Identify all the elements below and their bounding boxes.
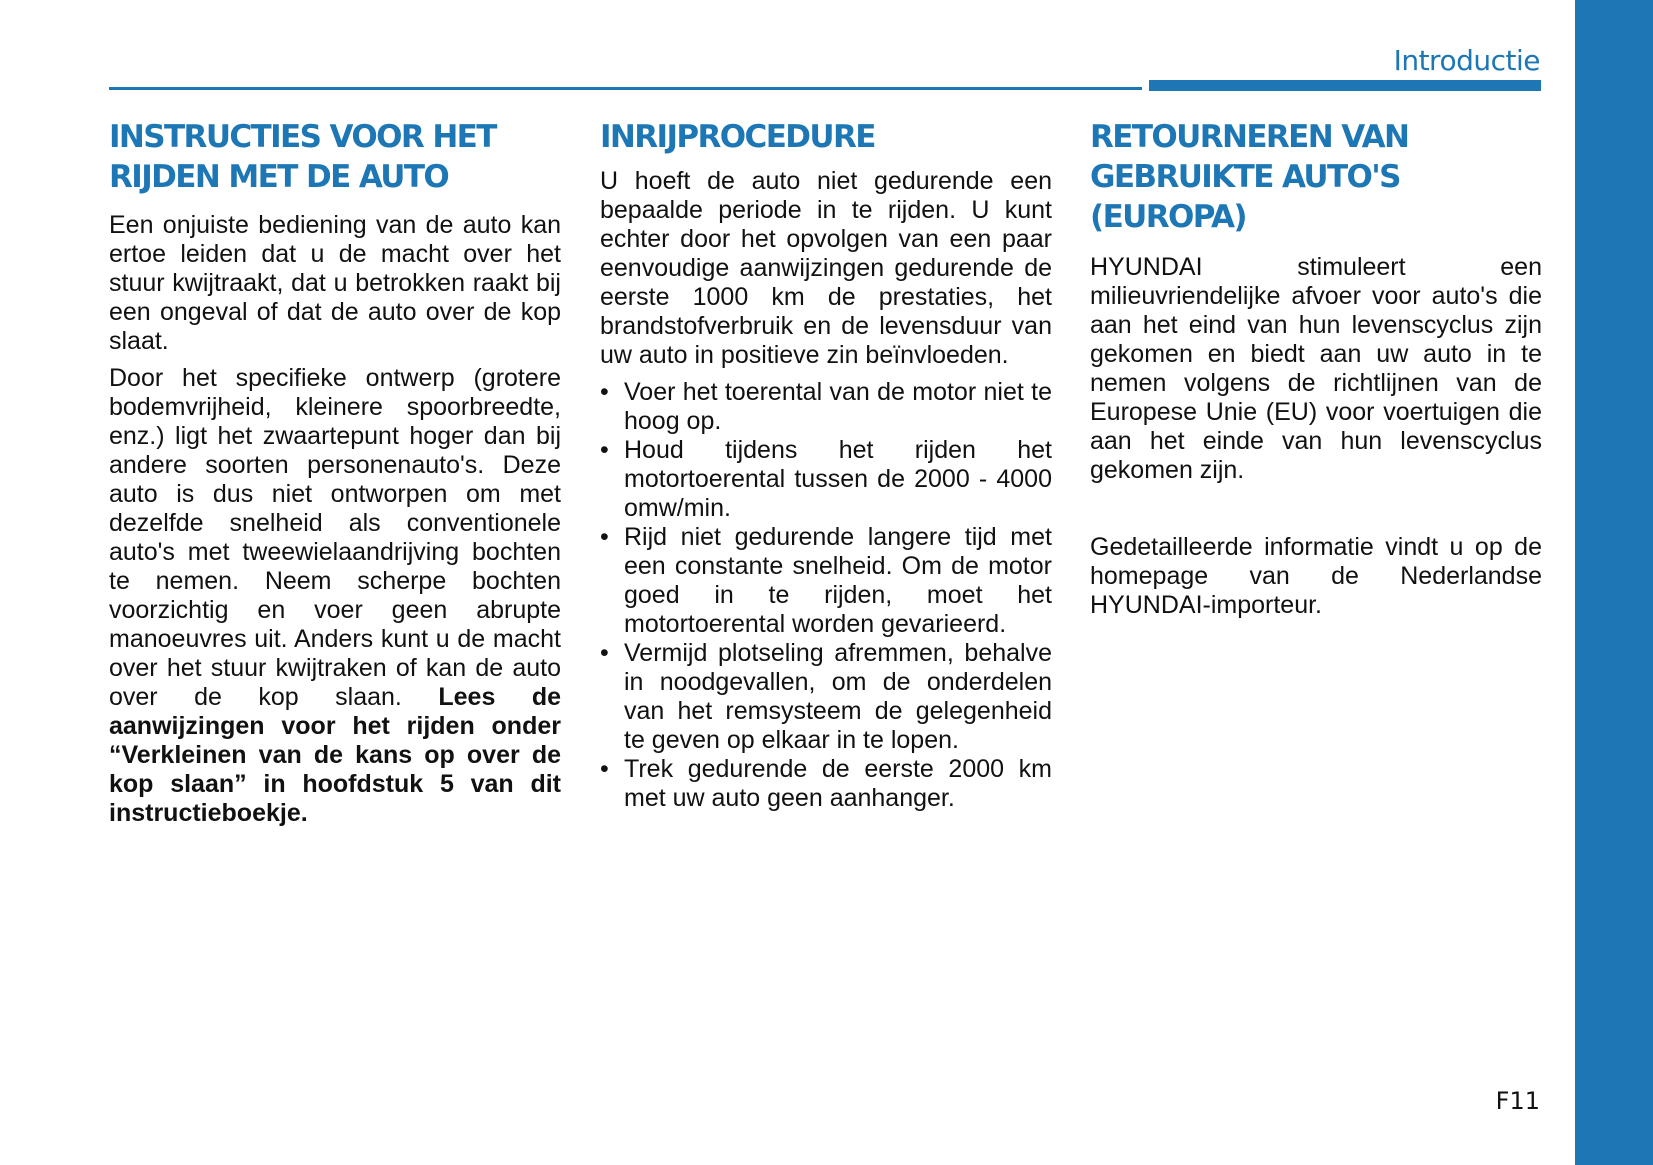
column-vehicle-return — [1090, 117, 1542, 628]
heading-line: INSTRUCTIES VOOR HET — [109, 119, 496, 155]
bullet-icon: • — [600, 755, 609, 783]
paragraph: Een onjuiste bediening van de auto kan ertoe leiden dat u de macht over het stuur kwijtraakt, dat u betrokken raakt bij een ongeval of dat de auto over de kop slaat. — [109, 211, 561, 355]
heading-vehicle-return — [1090, 117, 1542, 237]
heading-line: RETOURNEREN VAN — [1090, 119, 1409, 155]
paragraph — [109, 364, 561, 828]
bullet-list — [600, 378, 1052, 813]
list-item — [600, 639, 1052, 755]
list-item — [600, 378, 1052, 436]
column-break-in-procedure — [600, 117, 1052, 813]
paragraph-bold-note: Lees de aanwijzingen voor het rijden onder “Verkleinen van de kans op over de kop slaan” in hoofdstuk 5 van dit instructieboekje. — [109, 683, 562, 827]
bullet-icon: • — [600, 378, 609, 406]
list-item — [600, 436, 1052, 523]
heading-line: RIJDEN MET DE AUTO — [109, 159, 449, 195]
list-item-text: Houd tijdens het rijden het motortoerental tussen de 2000 - 4000 omw/min. — [624, 436, 1052, 522]
bullet-icon: • — [600, 639, 609, 667]
header-rule — [109, 87, 1142, 90]
list-item-text: Vermijd plotseling afremmen, behalve in noodgevallen, om de onderdelen van het remsysteem de gelegenheid te geven op elkaar in te lopen. — [624, 639, 1052, 754]
paragraph-text: Door het specifieke ontwerp (grotere bodemvrijheid, kleinere spoorbreedte, enz.) ligt het zwaartepunt hoger dan bij andere soorten personenauto's. Deze auto is dus niet ontworpen om met dezelfde snelheid als conventionele auto's met tweewielaandrijving bochten te nemen. Neem scherpe bochten voorzichtig en voer geen abrupte manoeuvres uit. Anders kunt u de macht over het stuur kwijtraken of kan de auto over de kop slaan. — [109, 364, 561, 711]
paragraph: HYUNDAI stimuleert een milieuvriendelijke afvoer voor auto's die aan het eind van hun levenscyclus zijn gekomen en biedt aan uw auto in te nemen volgens de richtlijnen van de Europese Unie (EU) voor voertuigen die aan het einde van hun levenscyclus gekomen zijn. — [1090, 253, 1542, 484]
list-item-text: Rijd niet gedurende langere tijd met een constante snelheid. Om de motor goed in te rijden, moet het motortoerental worden gevarieerd. — [624, 523, 1052, 638]
list-item — [600, 755, 1052, 813]
heading-break-in-procedure — [600, 117, 1052, 157]
heading-driving-instructions — [109, 117, 561, 197]
section-header: Introductie — [1393, 44, 1540, 77]
heading-line: INRIJPROCEDURE — [600, 119, 875, 155]
header-rule-accent — [1149, 80, 1541, 91]
paragraph-spacer — [1090, 493, 1542, 533]
page-number: F11 — [1495, 1087, 1540, 1115]
chapter-side-tab — [1575, 0, 1653, 1165]
column-driving-instructions — [109, 117, 561, 836]
heading-line: GEBRUIKTE AUTO'S (EUROPA) — [1090, 159, 1400, 235]
list-item-text: Trek gedurende de eerste 2000 km met uw auto geen aanhanger. — [624, 755, 1052, 812]
bullet-icon: • — [600, 436, 609, 464]
paragraph: Gedetailleerde informatie vindt u op de homepage van de Nederlandse HYUNDAI-importeur. — [1090, 533, 1542, 619]
list-item-text: Voer het toerental van de motor niet te hoog op. — [624, 378, 1052, 435]
paragraph: U hoeft de auto niet gedurende een bepaalde periode in te rijden. U kunt echter door het opvolgen van een paar eenvoudige aanwijzingen gedurende de eerste 1000 km de prestaties, het brandstofverbruik en de levensduur van uw auto in positieve zin beïnvloeden. — [600, 167, 1052, 369]
bullet-icon: • — [600, 523, 609, 551]
list-item — [600, 523, 1052, 639]
